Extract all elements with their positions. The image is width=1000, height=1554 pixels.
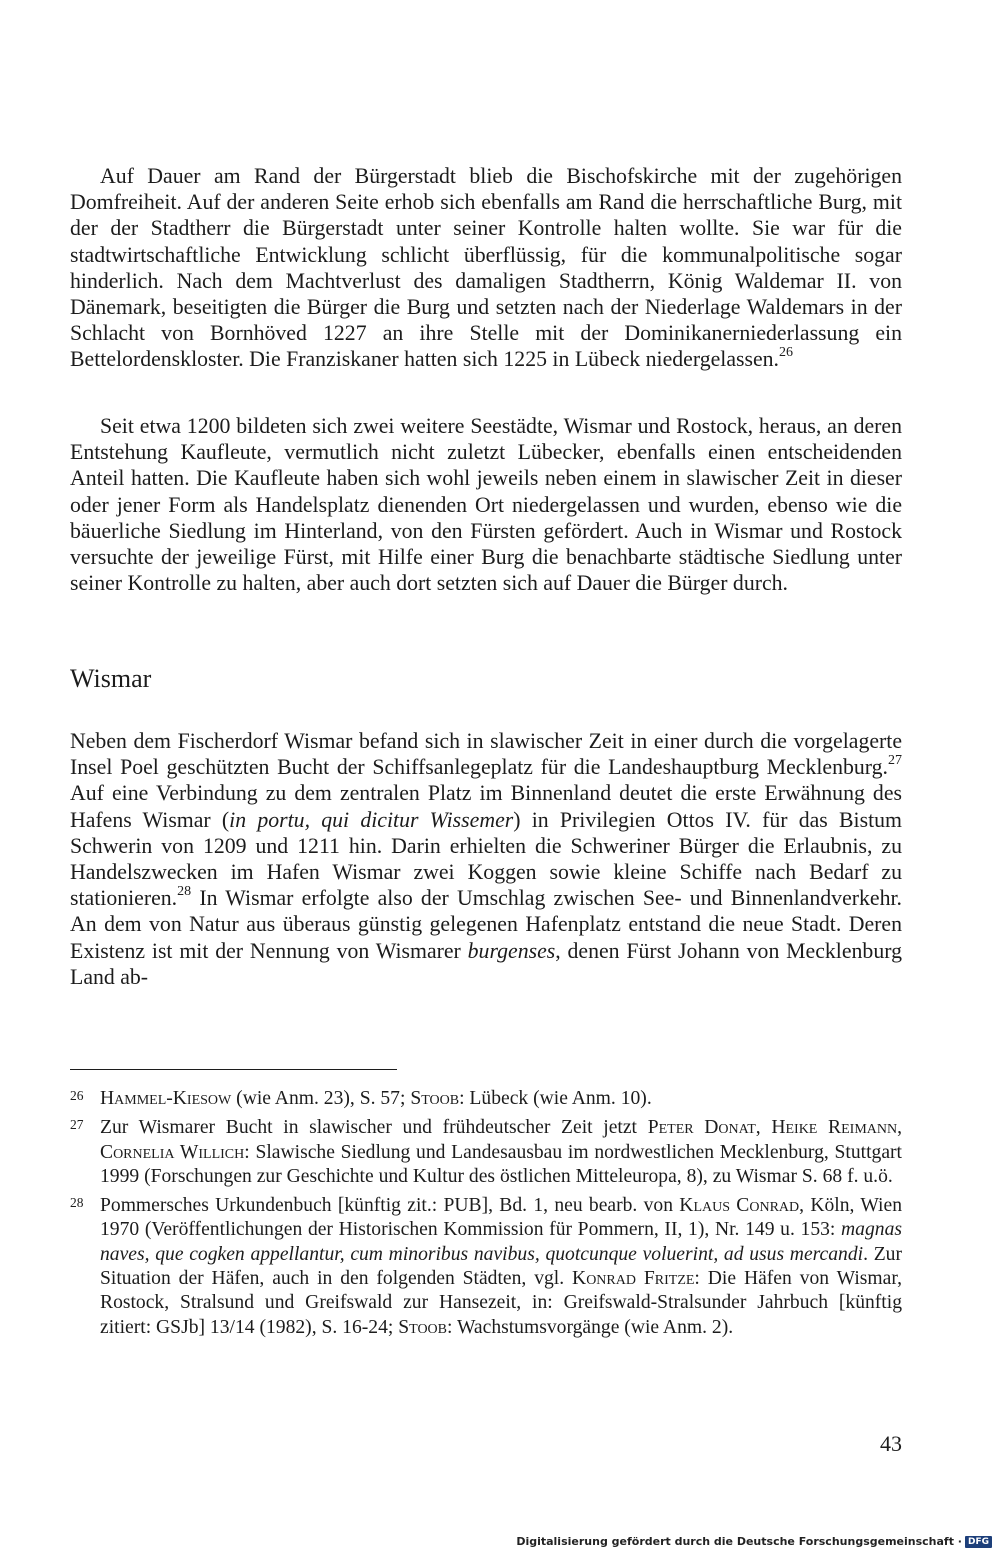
funding-text: Digitalisierung gefördert durch die Deutsche Forschungsgemeinschaft · — [516, 1535, 962, 1548]
footnote-number: 26 — [70, 1088, 84, 1103]
latin-quote: magnas naves, que cogken appellantur, cum minoribus navibus, quotcunque voluerint, ad usus mercandi — [100, 1219, 902, 1265]
author-name: Stoob — [398, 1316, 448, 1338]
footnote-divider — [70, 1069, 397, 1070]
dfg-logo-icon: DFG — [965, 1536, 992, 1548]
author-name: Konrad Fritze — [572, 1268, 695, 1290]
footnote-27: 27 Zur Wismarer Bucht in slawischer und frühdeutscher Zeit jetzt Peter Donat, Heike Reimann, Cornelia Willich: Slawische Siedlung und Landesausbau im nordwestlichen Mecklenburg, Stuttgart 1999 (Forschungen zur Geschichte und Kultur des östlichen Mitteleuropa, 8), zu Wismar S. 68 f. u.ö. — [70, 1116, 902, 1189]
body-paragraph: Auf Dauer am Rand der Bürgerstadt blieb die Bischofskirche mit der zugehörigen Domfreiheit. Auf der anderen Seite erhob sich ebenfalls am Rand die herrschaftliche Burg, mit der der Stadtherr die Bürgerstadt unter seiner Kontrolle halten wollte. Sie war für die stadtwirtschaftliche Entwicklung schlicht überflüssig, für die kommunalpolitische sogar hinderlich. Nach dem Machtverlust des damaligen Stadtherrn, König Waldemar II. von Dänemark, beseitigten die Bürger die Burg und setzten nach der Niederlage Waldemars in der Schlacht von Bornhöved 1227 an ihre Stelle mit der Dominikanerniederlassung ein Bettelordenskloster. Die Franziskaner hatten sich 1225 in Lübeck niedergelassen.$^{26}$ — [70, 164, 902, 372]
author-name: Hammel-Kiesow — [100, 1088, 232, 1109]
latin-quote: in portu, qui dicitur Wissemer — [229, 807, 514, 832]
footnote-ref[interactable]: 27 — [888, 753, 902, 769]
author-name: Stoob — [410, 1088, 460, 1109]
author-name: Klaus Conrad — [679, 1195, 800, 1217]
body-paragraph: Seit etwa 1200 bildeten sich zwei weitere Seestädte, Wismar und Rostock, heraus, an deren Entstehung Kaufleute, vermutlich nicht zuletzt Lübecker, ebenfalls einen entscheidenden Anteil hatten. Die Kaufleute haben sich wohl jeweils neben einem in slawischer Zeit in dieser oder jener Form als Handelsplatz dienenden Ort niedergelassen und wurden, ebenso wie die bäuerliche Siedlung im Hinterland, von den Fürsten gefördert. Auch in Wismar und Rostock versuchte der jeweilige Fürst, mit Hilfe einer Burg die benachbarte städtische Siedlung unter seiner Kontrolle zu halten, aber auch dort setzten sich auf Dauer die Bürger durch. — [70, 414, 902, 596]
footnote-ref[interactable]: 26 — [779, 345, 794, 361]
footnote-number: 28 — [70, 1195, 84, 1211]
section-heading: Wismar — [70, 664, 152, 693]
footnote-26: 26 Hammel-Kiesow (wie Anm. 23), S. 57; Stoob: Lübeck (wie Anm. 10). — [70, 1087, 902, 1111]
footnote-number: 27 — [70, 1117, 84, 1133]
footnote-28: 28 Pommersches Urkundenbuch [künftig zit.: PUB], Bd. 1, neu bearb. von Klaus Conrad, Köln, Wien 1970 (Veröffentlichungen der Historischen Kommission für Pommern, II, 1), Nr. 149 u. 153: magnas naves, que cogken appellantur, cum minoribus navibus, quotcunque voluerint, ad usus mercandi. Zur Situation der Häfen, auch in den folgenden Städten, vgl. Konrad Fritze: Die Häfen von Wismar, Rostock, Stralsund und Greifswald zur Hansezeit, in: Greifswald-Stralsunder Jahrbuch [künftig zitiert: GSJb] 13/14 (1982), S. 16-24; Stoob: Wachstumsvorgänge (wie Anm. 2). — [70, 1194, 902, 1340]
page-number: 43 — [880, 1431, 902, 1456]
footnotes — [70, 1087, 902, 1345]
funding-note — [516, 1535, 992, 1548]
body-paragraph: Neben dem Fischerdorf Wismar befand sich in slawischer Zeit in einer durch die vorgelagerte Insel Poel geschützten Bucht der Schiffsanlegeplatz für die Landeshauptburg Mecklenburg.$^{27}$ Auf eine Verbindung zu dem zentralen Platz im Binnenland deutet die erste Erwähnung des Hafens Wismar (in portu, qui dicitur Wissemer) in Privilegien Ottos IV. für das Bistum Schwerin von 1209 und 1211 hin. Darin erhielten die Schweriner Bürger die Erlaubnis, zu Handelszwecken im Hafen Wismar zwei Koggen sowie kleine Schiffe nach Bedarf zu stationieren.$^{28}$ In Wismar erfolgte also der Umschlag zwischen See- und Binnenlandverkehr. An dem von Natur aus überaus günstig gelegenen Hafenplatz entstand die neue Stadt. Deren Existenz ist mit der Nennung von Wismarer burgenses, denen Fürst Johann von Mecklenburg Land ab- — [70, 729, 902, 989]
footnote-ref[interactable]: 28 — [177, 884, 192, 900]
latin-term: burgenses — [467, 938, 556, 963]
author-name: Peter Donat, Heike Reimann, Cornelia Willich — [100, 1117, 902, 1163]
